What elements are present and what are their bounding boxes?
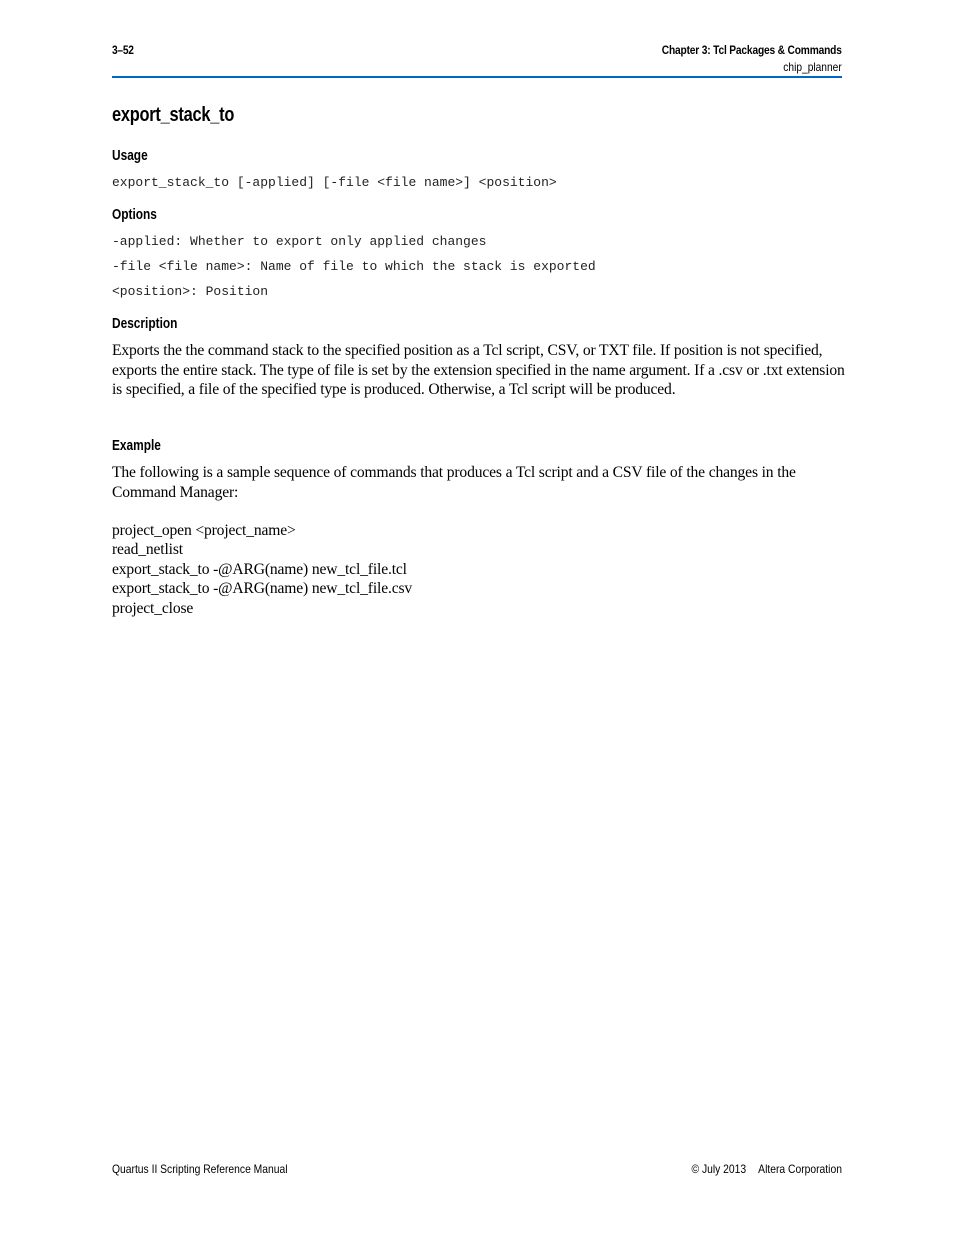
usage-syntax: export_stack_to [-applied] [-file <file name>] <position> bbox=[112, 175, 557, 190]
chapter-title: Chapter 3: Tcl Packages & Commands bbox=[662, 43, 842, 57]
section-name: chip_planner bbox=[783, 60, 842, 74]
option-item: -file <file name>: Name of file to which the stack is exported bbox=[112, 259, 596, 274]
example-line: project_close bbox=[112, 600, 194, 617]
example-heading: Example bbox=[112, 438, 161, 454]
footer-date: © July 2013 bbox=[691, 1162, 747, 1176]
example-line: export_stack_to -@ARG(name) new_tcl_file.tcl bbox=[112, 561, 407, 578]
example-line: read_netlist bbox=[112, 541, 183, 558]
page-body bbox=[112, 104, 845, 617]
option-item: -applied: Whether to export only applied changes bbox=[112, 234, 487, 249]
command-title: export_stack_to bbox=[112, 104, 235, 126]
header-rule bbox=[112, 76, 842, 78]
running-header bbox=[630, 43, 842, 74]
description-heading: Description bbox=[112, 316, 178, 332]
option-item: <position>: Position bbox=[112, 284, 269, 299]
footer-company: Altera Corporation bbox=[758, 1162, 842, 1176]
example-line: export_stack_to -@ARG(name) new_tcl_file.csv bbox=[112, 580, 413, 597]
page-number: 3–52 bbox=[112, 43, 134, 57]
description-text: Exports the the command stack to the specified position as a Tcl script, CSV, or TXT file. If position is not specified, exports the entire stack. The type of file is set by the extension specified in the name argument. If a .csv or .txt extension is specified, a file of the specified type is produced. Otherwise, a Tcl script will be produced. bbox=[112, 342, 845, 398]
footer-copyright bbox=[692, 1162, 842, 1176]
usage-heading: Usage bbox=[112, 148, 148, 164]
footer-manual-title: Quartus II Scripting Reference Manual bbox=[112, 1162, 288, 1176]
example-line: project_open <project_name> bbox=[112, 522, 296, 539]
options-heading: Options bbox=[112, 207, 157, 223]
example-intro: The following is a sample sequence of commands that produces a Tcl script and a CSV file of the changes in the Command Manager: bbox=[112, 464, 796, 501]
